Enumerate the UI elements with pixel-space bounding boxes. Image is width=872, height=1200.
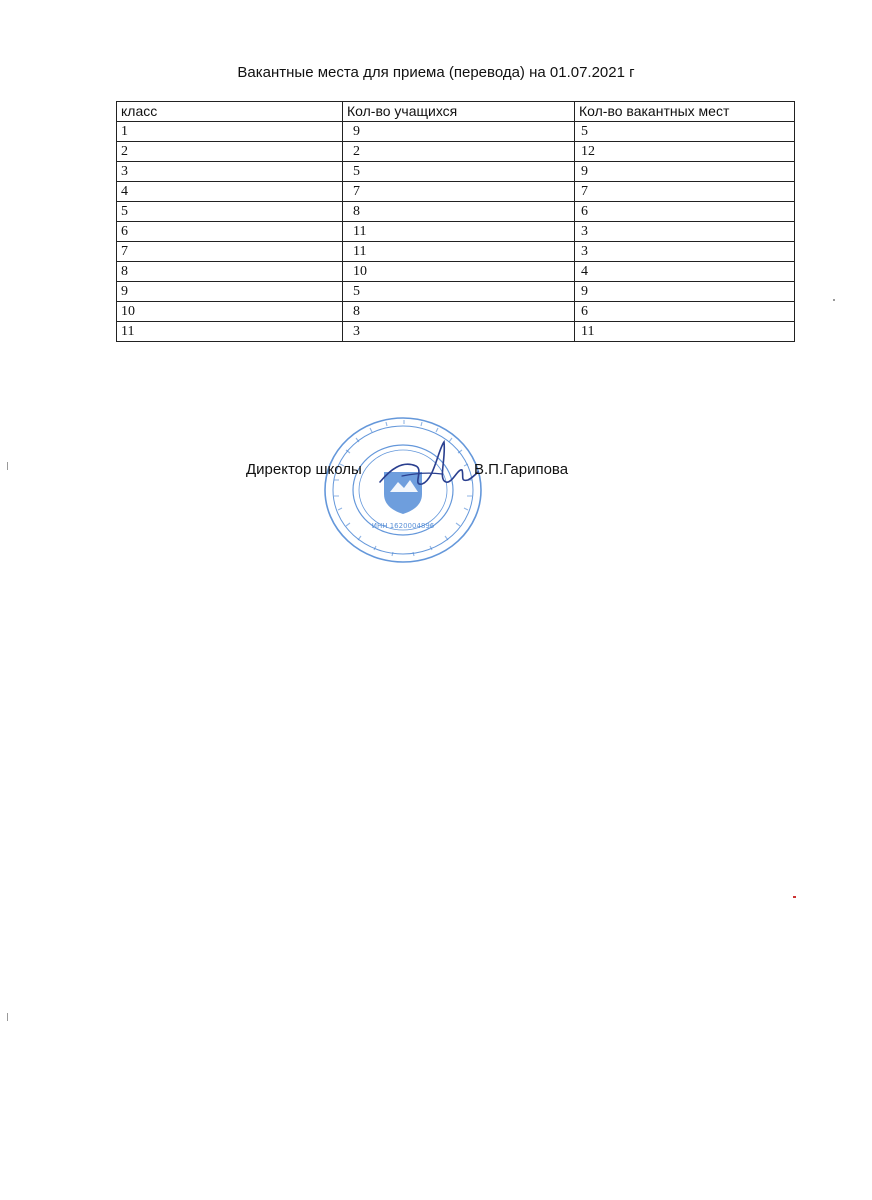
table-row — [117, 322, 795, 342]
header-students: Кол-во учащихся — [343, 102, 575, 122]
cell-students: 5 — [343, 162, 575, 182]
cell-class: 9 — [117, 282, 343, 302]
cell-students: 9 — [343, 122, 575, 142]
table-row — [117, 142, 795, 162]
cell-students: 7 — [343, 182, 575, 202]
cell-vacancies: 3 — [575, 242, 795, 262]
cell-students: 11 — [343, 242, 575, 262]
table-row — [117, 202, 795, 222]
cell-class: 1 — [117, 122, 343, 142]
cell-students: 5 — [343, 282, 575, 302]
cell-class: 10 — [117, 302, 343, 322]
cell-students: 10 — [343, 262, 575, 282]
handwritten-signature — [372, 430, 482, 500]
table-row — [117, 302, 795, 322]
cell-students: 11 — [343, 222, 575, 242]
vacancy-table — [116, 101, 795, 342]
cell-vacancies: 7 — [575, 182, 795, 202]
cell-vacancies: 12 — [575, 142, 795, 162]
cell-students: 8 — [343, 202, 575, 222]
cell-class: 2 — [117, 142, 343, 162]
cell-students: 3 — [343, 322, 575, 342]
header-vacancies: Кол-во вакантных мест — [575, 102, 795, 122]
table-row — [117, 162, 795, 182]
table-body — [117, 122, 795, 342]
cell-class: 8 — [117, 262, 343, 282]
cell-class: 6 — [117, 222, 343, 242]
scan-artifact — [833, 299, 835, 301]
cell-class: 5 — [117, 202, 343, 222]
scan-artifact — [7, 462, 8, 470]
cell-students: 8 — [343, 302, 575, 322]
table-row — [117, 122, 795, 142]
document-title: Вакантные места для приема (перевода) на 01.07.2021 г — [237, 64, 635, 81]
cell-class: 4 — [117, 182, 343, 202]
scan-artifact — [7, 1013, 8, 1021]
table-row — [117, 242, 795, 262]
cell-vacancies: 5 — [575, 122, 795, 142]
signer-role: Директор школы — [246, 461, 362, 478]
cell-class: 3 — [117, 162, 343, 182]
cell-vacancies: 6 — [575, 302, 795, 322]
cell-vacancies: 4 — [575, 262, 795, 282]
table-row — [117, 282, 795, 302]
scan-artifact — [793, 896, 796, 898]
cell-vacancies: 6 — [575, 202, 795, 222]
table-row — [117, 182, 795, 202]
table-header-row — [117, 102, 795, 122]
signer-name: В.П.Гарипова — [474, 461, 569, 478]
cell-class: 7 — [117, 242, 343, 262]
stamp-inn-text: ИНН 1620004896 — [371, 522, 435, 530]
cell-vacancies: 3 — [575, 222, 795, 242]
cell-class: 11 — [117, 322, 343, 342]
cell-vacancies: 11 — [575, 322, 795, 342]
cell-students: 2 — [343, 142, 575, 162]
header-class: класс — [117, 102, 343, 122]
table-row — [117, 222, 795, 242]
cell-vacancies: 9 — [575, 162, 795, 182]
cell-vacancies: 9 — [575, 282, 795, 302]
table-row — [117, 262, 795, 282]
